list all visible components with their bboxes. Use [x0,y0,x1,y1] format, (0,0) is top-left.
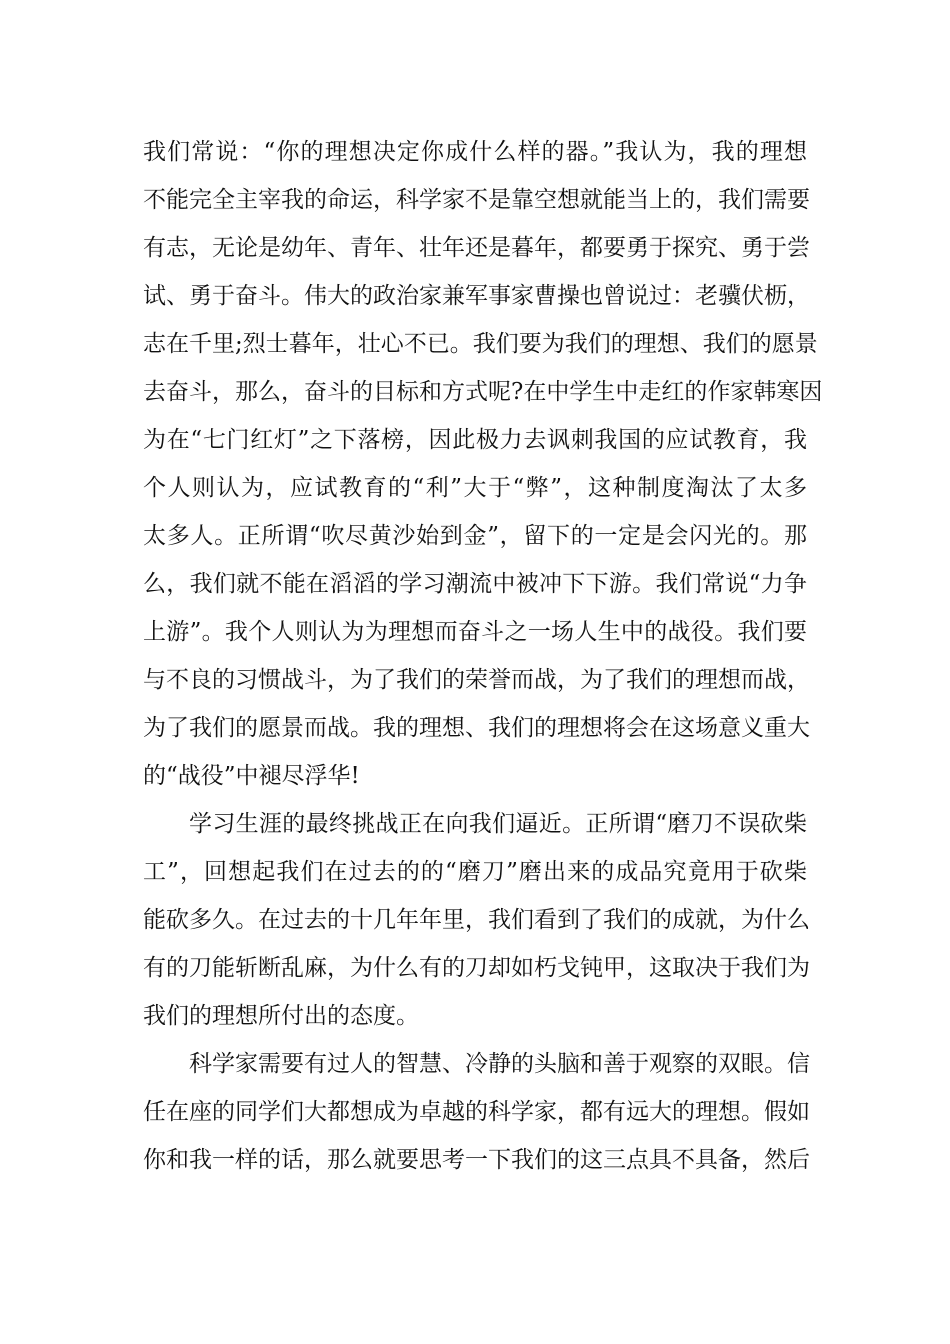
text-line: 上游”。我个人则认为为理想而奋斗之一场人生中的战役。我们要 [143,619,807,645]
text-line: 去奋斗，那么，奋斗的目标和方式呢?在中学生中走红的作家韩寒因 [143,379,823,405]
document-page [143,128,823,1184]
text-line: 有志，无论是幼年、青年、壮年还是暮年，都要勇于探究、勇于尝 [143,235,810,261]
text-line: 我们的理想所付出的态度。 [143,1003,419,1029]
text-line: 为在“七门红灯”之下落榜，因此极力去讽刺我国的应试教育，我 [143,427,807,453]
text-line: 志在千里;烈士暮年，壮心不已。我们要为我们的理想、我们的愿景 [143,331,818,357]
text-line: 不能完全主宰我的命运，科学家不是靠空想就能当上的，我们需要 [143,187,810,213]
text-line: 与不良的习惯战斗，为了我们的荣誉而战，为了我们的理想而战， [143,667,810,693]
paragraph-3 [143,1040,810,1184]
text-line: 学习生涯的最终挑战正在向我们逼近。正所谓“磨刀不误砍柴 [189,811,807,837]
text-line: 太多人。正所谓“吹尽黄沙始到金”，留下的一定是会闪光的。那 [143,523,807,549]
text-line: 你和我一样的话，那么就要思考一下我们的这三点具不具备，然后 [143,1147,810,1173]
text-line: 科学家需要有过人的智慧、冷静的头脑和善于观察的双眼。信 [189,1051,810,1077]
paragraph-2 [143,800,810,1040]
text-line: 的“战役”中褪尽浮华! [143,763,360,789]
text-line: 么，我们就不能在滔滔的学习潮流中被冲下下游。我们常说“力争 [143,571,807,597]
text-line: 能砍多久。在过去的十几年年里，我们看到了我们的成就，为什么 [143,907,810,933]
text-line: 为了我们的愿景而战。我的理想、我们的理想将会在这场意义重大 [143,715,810,741]
text-line: 试、勇于奋斗。伟大的政治家兼军事家曹操也曾说过：老骥伏枥， [143,283,810,309]
text-line: 工”，回想起我们在过去的的“磨刀”磨出来的成品究竟用于砍柴 [143,859,807,885]
text-line: 有的刀能斩断乱麻，为什么有的刀却如朽戈钝甲，这取决于我们为 [143,955,810,981]
text-line: 任在座的同学们大都想成为卓越的科学家，都有远大的理想。假如 [143,1099,810,1125]
paragraph-1 [143,128,823,800]
text-line: 我们常说：“你的理想决定你成什么样的器。”我认为，我的理想 [143,139,807,165]
text-line: 个人则认为，应试教育的“利”大于“弊”，这种制度淘汰了太多 [143,475,807,501]
